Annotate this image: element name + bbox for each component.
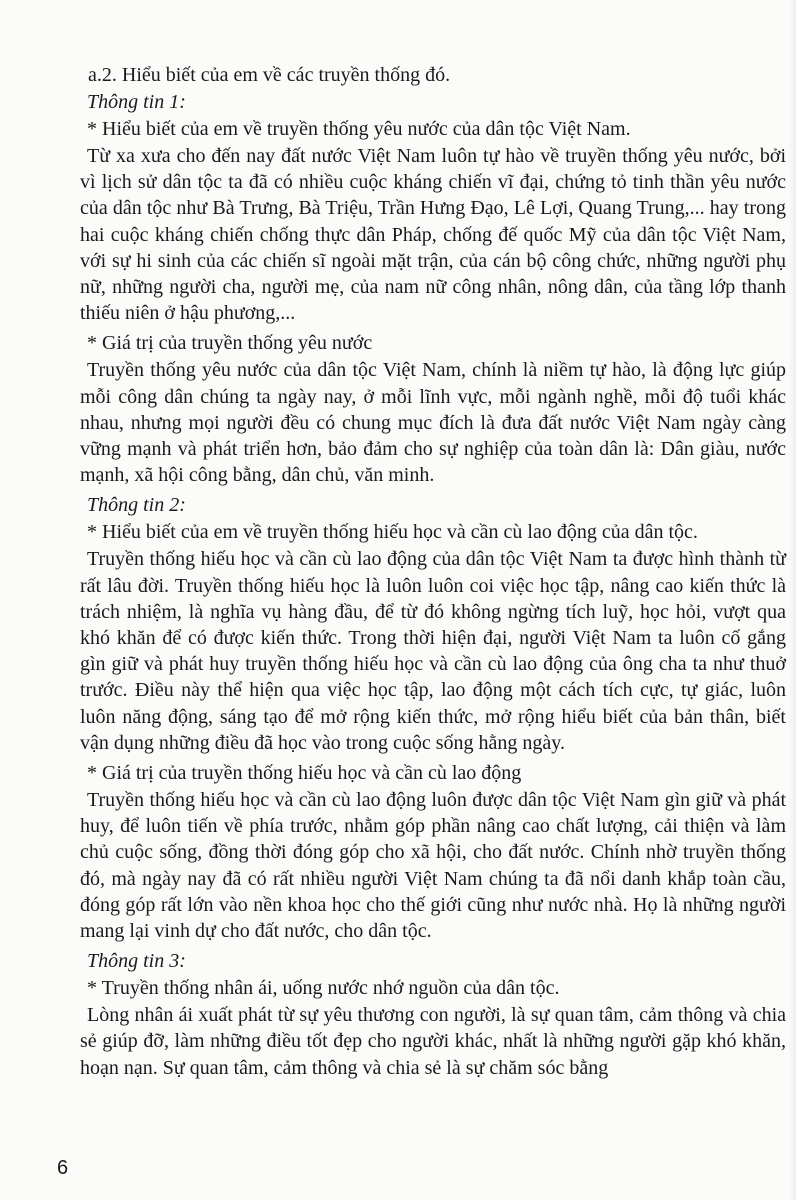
paragraph-patriotism-value: Truyền thống yêu nước của dân tộc Việt Nam, chính là niềm tự hào, là động lực giúp mỗi công dân chúng ta ngày nay, ở mỗi lĩnh vực, mỗi ngành nghề, mỗi độ tuổi khác nhau, nhưng mọi người đều có chung mục đích là đưa đất nước Việt Nam ngày càng vững mạnh và phát triển hơn, bảo đảm cho sự nghiệp của toàn dân là: Dân giàu, nước mạnh, xã hội công bằng, dân chủ, văn minh. [80,359,786,487]
paragraph-learning-value: Truyền thống hiếu học và cần cù lao động luôn được dân tộc Việt Nam gìn giữ và phát huy, để luôn tiến về phía trước, nhằm góp phần nâng cao chất lượng, cải thiện và làm chủ cuộc sống, đồng thời đóng góp cho xã hội, cho đất nước. Chính nhờ truyền thống đó, mà ngày nay đã có rất nhiều người Việt Nam chúng ta đã nổi danh khắp toàn cầu, đóng góp rất lớn vào nền khoa học cho thế giới cũng như nước nhà. Họ là những người mang lại vinh dự cho đất nước, cho dân tộc. [80,789,786,943]
bullet-patriotism-knowledge: * Hiểu biết của em về truyền thống yêu nước của dân tộc Việt Nam. [87,118,631,140]
section-heading: a.2. Hiểu biết của em về các truyền thống đó. [88,64,451,86]
paragraph-patriotism-history: Từ xa xưa cho đến nay đất nước Việt Nam luôn tự hào về truyền thống yêu nước, bởi vì lịch sử dân tộc ta đã có nhiều cuộc kháng chiến vĩ đại, chứng tỏ tinh thần yêu nước của dân tộc như Bà Trưng, Bà Triệu, Trần Hưng Đạo, Lê Lợi, Quang Trung,... hay trong hai cuộc kháng chiến chống thực dân Pháp, chống đế quốc Mỹ của dân tộc Việt Nam, với sự hi sinh của các chiến sĩ ngoài mặt trận, của cán bộ công chức, những người phụ nữ, những người cha, người mẹ, của nam nữ công nhân, nông dân, của tầng lớp thanh thiếu niên ở hậu phương,... [80,145,786,325]
info-label-3: Thông tin 3: [87,950,186,973]
paragraph-compassion: Lòng nhân ái xuất phát từ sự yêu thương con người, là sự quan tâm, cảm thông và chia sẻ giúp đỡ, làm những điều tốt đẹp cho người khác, nhất là những người gặp khó khăn, hoạn nạn. Sự quan tâm, cảm thông và chia sẻ là sự chăm sóc bằng [80,1004,786,1079]
bullet-learning-knowledge: * Hiểu biết của em về truyền thống hiếu học và cần cù lao động của dân tộc. [87,521,698,544]
document-page [80,62,786,1081]
bullet-compassion: * Truyền thống nhân ái, uống nước nhớ nguồn của dân tộc. [87,977,560,1000]
bullet-learning-value: * Giá trị của truyền thống hiếu học và cần cù lao động [87,762,522,785]
bullet-patriotism-value: * Giá trị của truyền thống yêu nước [87,332,373,355]
info-label-2: Thông tin 2: [87,494,186,517]
info-label-1: Thông tin 1: [87,91,186,113]
page-edge-shadow [788,0,796,1200]
paragraph-learning-history: Truyền thống hiếu học và cần cù lao động của dân tộc Việt Nam ta được hình thành từ rất lâu đời. Truyền thống hiếu học là luôn luôn coi việc học tập, nâng cao kiến thức là trách nhiệm, là nghĩa vụ hàng đầu, để từ đó không ngừng tích luỹ, học hỏi, vượt qua khó khăn để có được kiến thức. Trong thời hiện đại, người Việt Nam ta luôn cố gắng gìn giữ và phát huy truyền thống hiếu học và cần cù lao động của ông cha ta như thuở trước. Điều này thể hiện qua việc học tập, lao động một cách tích cực, tự giác, luôn luôn năng động, sáng tạo để mở rộng kiến thức, mở rộng hiểu biết của bản thân, biết vận dụng những điều đã học vào trong cuộc sống hằng ngày. [80,548,786,754]
page-number: 6 [57,1157,69,1179]
